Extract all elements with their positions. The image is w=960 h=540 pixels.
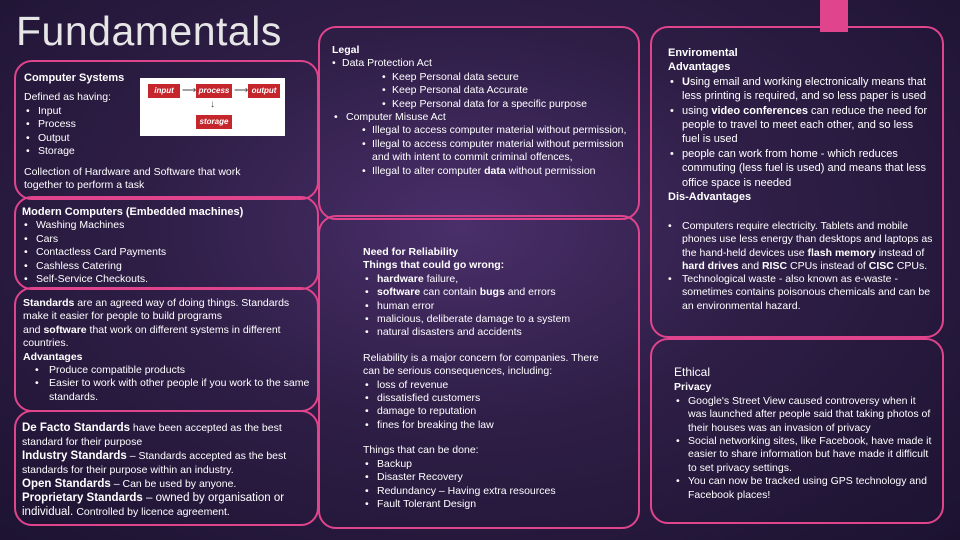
ethical-section (674, 366, 934, 502)
ethical-list (674, 395, 934, 502)
input-box: input (148, 84, 180, 98)
reliability-section (363, 246, 613, 511)
text: hard drives (682, 259, 739, 272)
systems-heading: Computer Systems (24, 72, 125, 84)
dpa-list (332, 71, 627, 111)
text: Computers require electricity. Tablets and mobile phones use less energy than desktops and laptops as the hand-held devices use (682, 220, 933, 259)
text: RISC (761, 259, 788, 272)
list-item: • loss of revenue (363, 379, 613, 392)
list-item: • You can now be tracked using GPS technology and Facebook places! (674, 475, 934, 502)
ipo-diagram (140, 78, 285, 136)
defacto-term: De Facto Standards (22, 422, 130, 434)
text: – Can be used by anyone. (110, 478, 237, 490)
output-box: output (248, 84, 280, 98)
industry-term: Industry Standards (22, 450, 127, 462)
ethical-heading: Ethical (674, 365, 711, 379)
defacto-section (22, 421, 312, 519)
list-item: • Illegal to access computer material without permission, (332, 124, 627, 137)
legal-section (332, 44, 627, 178)
environment-section (668, 46, 933, 204)
software-term: software (43, 323, 87, 336)
cma-head-list (332, 111, 627, 124)
hardware-term: hardware (377, 272, 424, 285)
text: and (738, 259, 762, 272)
text: without permission (505, 164, 596, 177)
list-item: • Input (24, 105, 144, 118)
disadvantages-list (656, 220, 933, 313)
text: can contain (420, 286, 480, 299)
list-item: • Redundancy – Having extra resources (363, 485, 613, 498)
list-item: • Google's Street View caused controversy when it was launched after people said that taking photos of their houses was an invasion of privacy (674, 395, 934, 435)
systems-list (24, 105, 144, 159)
list-item: • Contactless Card Payments (22, 246, 312, 259)
text: that work on different systems in different countries. (23, 323, 281, 350)
list-item (668, 104, 933, 147)
done-list (363, 458, 613, 512)
data-term: data (484, 164, 506, 177)
process-box: process (196, 84, 232, 98)
systems-section (24, 72, 144, 158)
reliability-list (363, 273, 613, 340)
arrow-icon: ⟶ (234, 85, 249, 96)
proprietary-text (22, 491, 312, 519)
list-item: • human error (363, 300, 613, 313)
text: – owned by organisation or individual. (22, 492, 285, 518)
list-item (363, 286, 613, 299)
bugs-term: bugs (479, 286, 505, 299)
systems-defined: Defined as having: (24, 91, 111, 104)
list-item: • Output (24, 132, 144, 145)
systems-collection: Collection of Hardware and Software that work together to perform a task (24, 166, 241, 192)
text: sing email and working electronically means that less printing is required, and so less paper is used (682, 75, 926, 103)
proprietary-term: Proprietary Standards (22, 492, 143, 504)
text: CPUs. (893, 259, 928, 272)
list-item: • Disaster Recovery (363, 471, 613, 484)
standards-text-1 (23, 297, 313, 324)
disadvantages-heading: Dis-Advantages (668, 191, 752, 204)
list-item (668, 75, 933, 104)
list-item: • fines for breaking the law (363, 419, 613, 432)
advantages-list (23, 364, 313, 404)
standards-term: Standards (23, 297, 75, 309)
list-item: • Technological waste - also known as e-waste - sometimes contains poisonous chemicals and can be an environmental hazard. (656, 273, 933, 313)
list-item: • damage to reputation (363, 405, 613, 418)
list-item: • natural disasters and accidents (363, 326, 613, 339)
text: have been accepted as the best standard for their purpose (22, 422, 282, 448)
done-heading: Things that can be done: (363, 444, 479, 457)
text: CISC (868, 259, 894, 272)
list-item: • Keep Personal data secure (332, 71, 627, 84)
list-item: • Produce compatible products (23, 364, 313, 377)
industry-text (22, 449, 312, 477)
text: using (682, 104, 712, 117)
text: can reduce the need for people to travel to meet each other, and so less fuel is used (682, 104, 928, 146)
software-term: software (377, 286, 421, 299)
list-item: • Washing Machines (22, 219, 312, 232)
text: – Standards accepted as the best standards for their purpose within an industry. (22, 450, 287, 476)
list-item: • Fault Tolerant Design (363, 498, 613, 511)
text: Illegal to alter computer (372, 164, 485, 177)
disadvantages-section (668, 220, 933, 313)
legal-list (312, 57, 627, 70)
text: instead of (875, 246, 925, 259)
text: and (23, 323, 44, 336)
list-item: • Social networking sites, like Facebook, have made it easier to share information but have made it difficult to set privacy settings. (674, 435, 934, 475)
arrow-down-icon: ↓ (210, 99, 215, 110)
storage-box: storage (196, 115, 232, 129)
arrow-icon: ⟶ (182, 85, 197, 96)
environment-list (668, 75, 933, 190)
text: flash memory (807, 246, 876, 259)
list-item: • Process (24, 118, 144, 131)
cma-list (332, 124, 627, 178)
list-item: • Storage (24, 145, 144, 158)
environment-heading: Enviromental Advantages (668, 47, 738, 74)
consequences-list (363, 379, 613, 433)
list-item (656, 220, 933, 273)
list-item (332, 165, 627, 178)
modern-section (22, 206, 312, 286)
modern-list (22, 219, 312, 286)
standards-desc: are an agreed way of doing things. Standards make it easier for people to build programs (23, 297, 290, 323)
text: failure, (423, 272, 459, 285)
standards-section (23, 297, 313, 404)
list-item: • Keep Personal data for a specific purpose (332, 98, 627, 111)
video-term: video conferences (711, 104, 808, 117)
reliability-heading: Need for Reliability (363, 246, 459, 258)
open-text (22, 477, 312, 491)
reliability-sub: Things that could go wrong: (363, 259, 505, 272)
list-item: • Keep Personal data Accurate (332, 84, 627, 97)
page-title: Fundamentals (16, 8, 282, 54)
standards-text-2 (23, 324, 313, 351)
list-item: • Self-Service Checkouts. (22, 273, 312, 286)
list-item: • Cars (22, 233, 312, 246)
open-term: Open Standards (22, 478, 111, 490)
defacto-text (22, 421, 312, 449)
list-item: • malicious, deliberate damage to a system (363, 313, 613, 326)
list-item: • Cashless Catering (22, 260, 312, 273)
list-item: • dissatisfied customers (363, 392, 613, 405)
text: and errors (504, 286, 556, 299)
list-item: • Illegal to access computer material without permission and with intent to commit criminal offences, (332, 138, 627, 165)
text: U (682, 75, 690, 88)
text: Controlled by licence agreement. (76, 506, 230, 518)
list-item: • Easier to work with other people if you work to the same standards. (23, 377, 313, 404)
legal-heading: Legal (332, 44, 360, 56)
list-item (363, 273, 613, 286)
dpa-item: • Data Protection Act (312, 57, 627, 70)
advantages-heading: Advantages (23, 350, 83, 363)
list-item: • people can work from home - which reduces commuting (less fuel is used) and means that less office space is needed (668, 147, 933, 190)
list-item: • Backup (363, 458, 613, 471)
cma-item: • Computer Misuse Act (332, 111, 627, 124)
reliability-concern: Reliability is a major concern for companies. There can be serious consequences, including: (363, 351, 599, 378)
text: CPUs instead of (787, 259, 869, 272)
privacy-heading: Privacy (674, 381, 712, 394)
modern-heading: Modern Computers (Embedded machines) (22, 206, 244, 218)
